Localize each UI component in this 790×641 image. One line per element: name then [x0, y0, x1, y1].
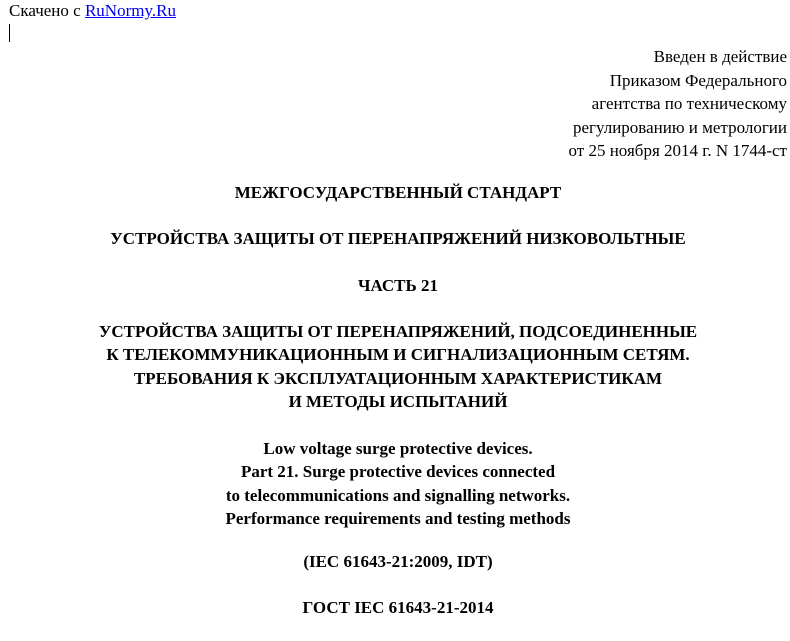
runormy-link[interactable]: RuNormy.Ru — [84, 1, 176, 20]
approval-block — [569, 45, 788, 163]
iec-reference: (IEC 61643-21:2009, IDT) — [303, 552, 493, 571]
standard-type-heading: МЕЖГОСУДАРСТВЕННЫЙ СТАНДАРТ — [234, 183, 562, 202]
text-cursor — [9, 24, 10, 42]
english-subtitle-line: Low voltage surge protective devices. — [263, 439, 533, 458]
main-title-heading: УСТРОЙСТВА ЗАЩИТЫ ОТ ПЕРЕНАПРЯЖЕНИЙ НИЗКОВОЛЬТНЫЕ — [110, 229, 686, 248]
english-subtitle-line: Part 21. Surge protective devices connected — [240, 462, 556, 482]
russian-subtitle-line: К ТЕЛЕКОММУНИКАЦИОННЫМ И СИГНАЛИЗАЦИОННЫМ СЕТЯМ. — [106, 345, 690, 365]
approval-line: Приказом Федерального — [609, 70, 787, 90]
russian-subtitle-line: УСТРОЙСТВА ЗАЩИТЫ ОТ ПЕРЕНАПРЯЖЕНИЙ, ПОДСОЕДИНЕННЫЕ — [98, 322, 698, 341]
part-heading: ЧАСТЬ 21 — [357, 276, 438, 295]
source-line — [9, 1, 176, 21]
russian-subtitle — [0, 320, 790, 413]
approval-line: агентства по техническому — [591, 94, 787, 113]
gost-code: ГОСТ IEC 61643-21-2014 — [302, 598, 494, 617]
russian-subtitle-line: И МЕТОДЫ ИСПЫТАНИЙ — [288, 391, 508, 411]
approval-line: от 25 ноября 2014 г. N 1744-ст — [568, 141, 787, 160]
english-subtitle-line: Performance requirements and testing methods — [225, 508, 571, 528]
russian-subtitle-line: ТРЕБОВАНИЯ К ЭКСПЛУАТАЦИОННЫМ ХАРАКТЕРИСТИКАМ — [133, 368, 663, 388]
approval-line: регулированию и метрологии — [572, 117, 787, 137]
english-subtitle-line: to telecommunications and signalling networks. — [225, 485, 571, 505]
approval-line: Введен в действие — [653, 47, 787, 66]
english-subtitle — [0, 437, 790, 530]
source-prefix: Скачено с — [9, 1, 85, 20]
